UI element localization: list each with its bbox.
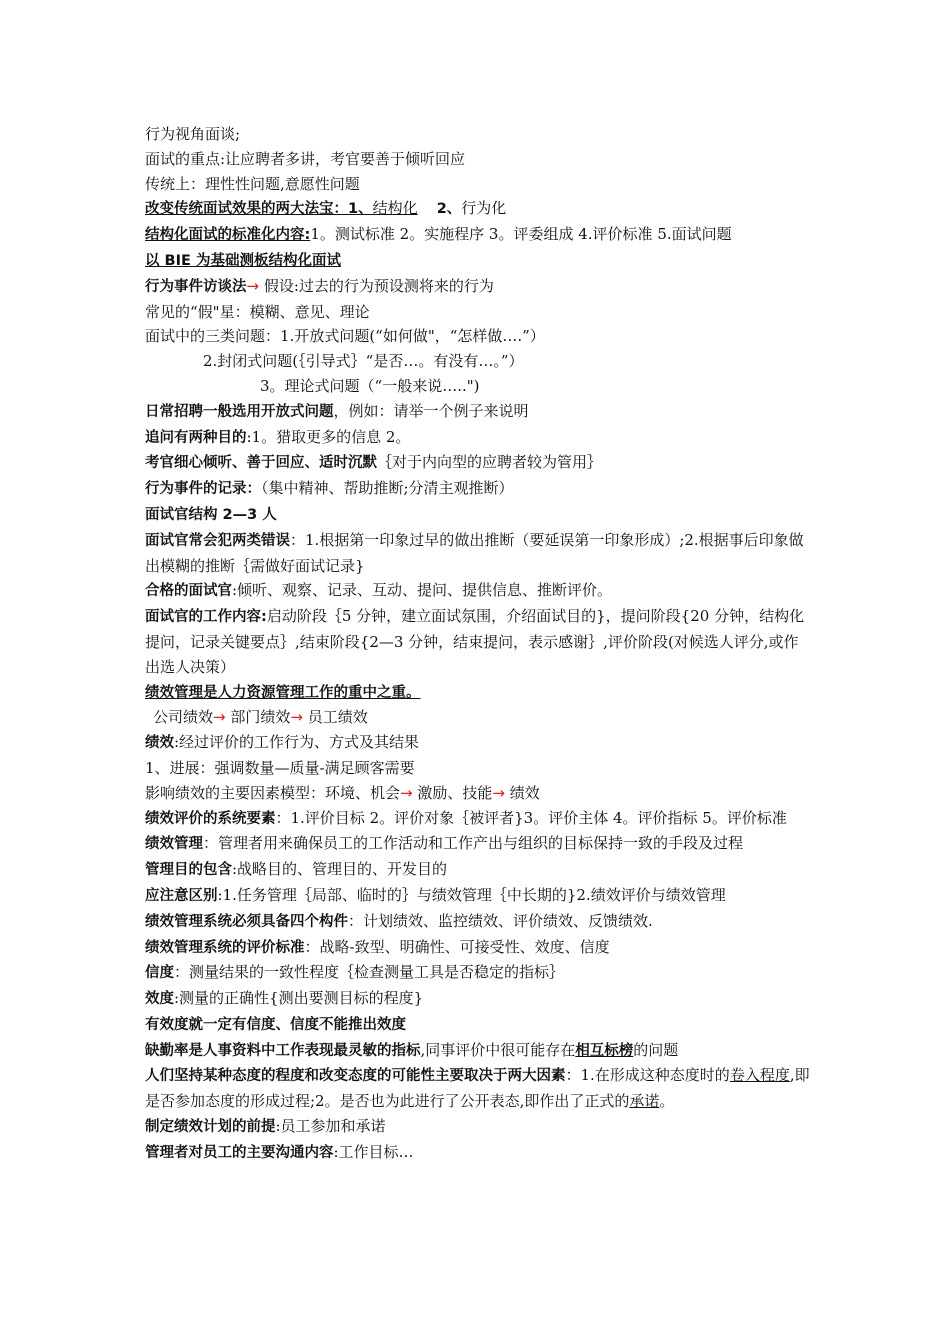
text-line	[145, 578, 813, 604]
bold-heading: 以 BIE 为基础测板结构化面试	[145, 252, 341, 269]
text: ：测量结果的一致性程度｛检查测量工具是否稳定的指标｝	[174, 963, 565, 982]
text: ,同事评价中很可能存在	[420, 1040, 576, 1059]
text: :经过评价的工作行为、方式及其结果	[174, 733, 420, 752]
bold-term: 行为事件访谈法	[145, 278, 247, 295]
text: :1。猎取更多的信息 2。	[246, 427, 411, 446]
text-line	[145, 300, 813, 325]
bold-term: 效度	[145, 991, 174, 1008]
text: ｛对于内向型的应聘者较为管用｝	[377, 453, 603, 472]
text: 1、进展：强调数量—质量-满足顾客需要	[145, 758, 415, 777]
text: 的问题	[633, 1040, 679, 1059]
bold-heading: 结构化面试的标准化内容:	[145, 227, 311, 244]
bold-term: 制定绩效计划的前提	[145, 1119, 276, 1136]
text-line	[145, 1038, 813, 1064]
text: 。	[659, 1092, 675, 1111]
arrow-icon: →	[400, 783, 413, 802]
bold-term: 面试官的工作内容:	[145, 609, 267, 626]
text: 行为视角面谈;	[145, 125, 241, 143]
bold-text: 2、	[436, 201, 462, 218]
text: ：1.根据第一印象过早的做出推断（要延误第一印象形成）;2.根据事后印象做出模糊的推断｛需做好面试记录}	[145, 530, 804, 575]
text: 3。理论式问题（“一般来说…..")	[260, 376, 480, 395]
bold-term: 绩效管理系统必须具备四个构件	[145, 913, 348, 930]
text: ，例如：请举一个例子来说明	[333, 401, 529, 420]
text-line	[145, 756, 813, 781]
text: :1.任务管理｛局部、临时的｝与绩效管理｛中长期的}2.绩效评价与绩效管理	[217, 885, 726, 904]
heading-line	[145, 248, 813, 274]
bold-term: 日常招聘一般选用开放式问题	[145, 403, 334, 420]
text-line	[145, 450, 813, 476]
text-line	[145, 349, 813, 374]
arrow-icon: →	[213, 708, 226, 727]
text-line	[145, 122, 813, 147]
text: ：1.评价目标 2。评价对象｛被评者}3。评价主体 4。评价指标 5。评价标准	[275, 808, 787, 827]
underlined-term: 承诺	[629, 1092, 660, 1111]
bold-term: 绩效管理	[145, 836, 203, 853]
text: ：计划绩效、监控绩效、评价绩效、反馈绩效.	[348, 911, 653, 930]
bold-term: 相互标榜	[575, 1042, 634, 1059]
document-body	[145, 122, 813, 1166]
text: ：战略-致型、明确性、可接受性、效度、信度	[304, 937, 610, 956]
text-line	[145, 960, 813, 986]
text-paragraph	[145, 806, 813, 832]
text: 激励、技能	[417, 783, 493, 802]
bold-term: 合格的面试官	[145, 583, 232, 600]
text: 面试中的三类问题：1.开放式问题(“如何做"，“怎样做….”）	[145, 327, 545, 346]
text: 绩效	[509, 783, 540, 802]
text-line	[145, 883, 813, 909]
bold-term: 面试官常会犯两类错误	[145, 532, 290, 549]
text: 2.封闭式问题(｛引导式｝“是否…。有没有…。”）	[203, 352, 524, 371]
text-line	[145, 476, 813, 502]
text-line	[145, 781, 813, 806]
arrow-icon: →	[492, 783, 505, 802]
text: 假设:过去的行为预设测将来的行为	[263, 276, 494, 295]
bold-term: 人们坚持某种态度的程度和改变态度的可能性主要取决于两大因素	[145, 1068, 566, 1085]
bold-term: 管理目的包含	[145, 862, 232, 879]
bold-term: 管理者对员工的主要沟通内容	[145, 1144, 334, 1161]
text-line	[145, 909, 813, 935]
text: 员工绩效	[307, 708, 368, 727]
text: :战略目的、管理目的、开发目的	[232, 860, 448, 879]
text-line	[145, 986, 813, 1012]
text: 影响绩效的主要因素模型：环境、机会	[145, 783, 401, 802]
text-line	[145, 730, 813, 756]
text-line	[145, 857, 813, 883]
underlined-term: 卷入程度	[729, 1066, 790, 1085]
bold-term: 应注意区别	[145, 887, 218, 904]
text-line	[145, 502, 813, 528]
text: 传统上：理性性问题,意愿性问题	[145, 174, 360, 193]
bold-term: 绩效管理系统的评价标准	[145, 939, 305, 956]
text-paragraph	[145, 831, 813, 857]
text: ：管理者用来确保员工的工作活动和工作产出与组织的目标保持一致的手段及过程	[203, 834, 744, 853]
text-line	[145, 324, 813, 349]
heading-line	[145, 680, 813, 706]
text: 常见的“假"星：模糊、意见、理论	[145, 302, 370, 321]
text-line	[145, 374, 813, 399]
text-line	[145, 147, 813, 172]
heading-line	[145, 196, 813, 222]
bold-term: 行为事件的记录：	[145, 481, 261, 498]
text-paragraph	[145, 1063, 813, 1114]
bold-term: 信度	[145, 965, 174, 982]
bold-term: 追问有两种目的	[145, 429, 247, 446]
text-line	[145, 425, 813, 451]
bold-term: 考官细心倾听、善于回应、适时沉默	[145, 455, 377, 472]
bold-term: 面试官结构 2—3 人	[145, 506, 277, 523]
arrow-icon: →	[290, 708, 303, 727]
text: :测量的正确性{测出要测目标的程度}	[174, 989, 424, 1008]
text: ：1.在形成这种态度时的	[565, 1066, 730, 1085]
text: （集中精神、帮助推断;分清主观推断）	[261, 479, 514, 498]
text: 1。测试标准 2。实施程序 3。评委组成 4.评价标准 5.面试问题	[310, 225, 732, 244]
text: 行为化	[461, 199, 507, 218]
text-line	[145, 705, 813, 730]
text-line	[145, 222, 813, 248]
text-line	[145, 399, 813, 425]
text: :员工参加和承诺	[275, 1117, 386, 1136]
text-paragraph	[145, 604, 813, 679]
text-line	[145, 1012, 813, 1038]
text: 面试的重点:让应聘者多讲，考官要善于倾听回应	[145, 149, 466, 168]
text-paragraph	[145, 528, 813, 579]
bold-term: 有效度就一定有信度、信度不能推出效度	[145, 1016, 406, 1033]
bold-term: 绩效	[145, 735, 174, 752]
bold-term: 绩效评价的系统要素	[145, 810, 276, 827]
text: 结构化	[372, 199, 418, 218]
text: :倾听、观察、记录、互动、提问、提供信息、推断评价。	[232, 581, 613, 600]
text: 公司绩效	[153, 708, 214, 727]
text: :工作目标…	[333, 1142, 414, 1161]
bold-heading: 绩效管理是人力资源管理工作的重中之重。	[145, 684, 421, 701]
text-line	[145, 1114, 813, 1140]
text: 启动阶段｛5 分钟，建立面试氛围，介绍面试目的}，提问阶段{20 分钟，结构化提问，记录关键要点｝,结束阶段{2—3 分钟，结束提问，表示感谢｝,评价阶段(对候选人评分,或作出选人决策）	[145, 607, 805, 676]
bold-term: 缺勤率是人事资料中工作表现最灵敏的指标	[145, 1042, 421, 1059]
arrow-icon: →	[246, 276, 260, 295]
text: ,即是否参加态度的形成过程;2。是否也为此进行了公开表态,即作出了正式的	[145, 1066, 810, 1111]
bold-heading: 改变传统面试效果的两大法宝：1、	[145, 201, 373, 218]
text: 部门绩效	[230, 708, 291, 727]
text-line	[145, 935, 813, 961]
text-line	[145, 274, 813, 300]
text-line	[145, 172, 813, 197]
text-line	[145, 1140, 813, 1166]
